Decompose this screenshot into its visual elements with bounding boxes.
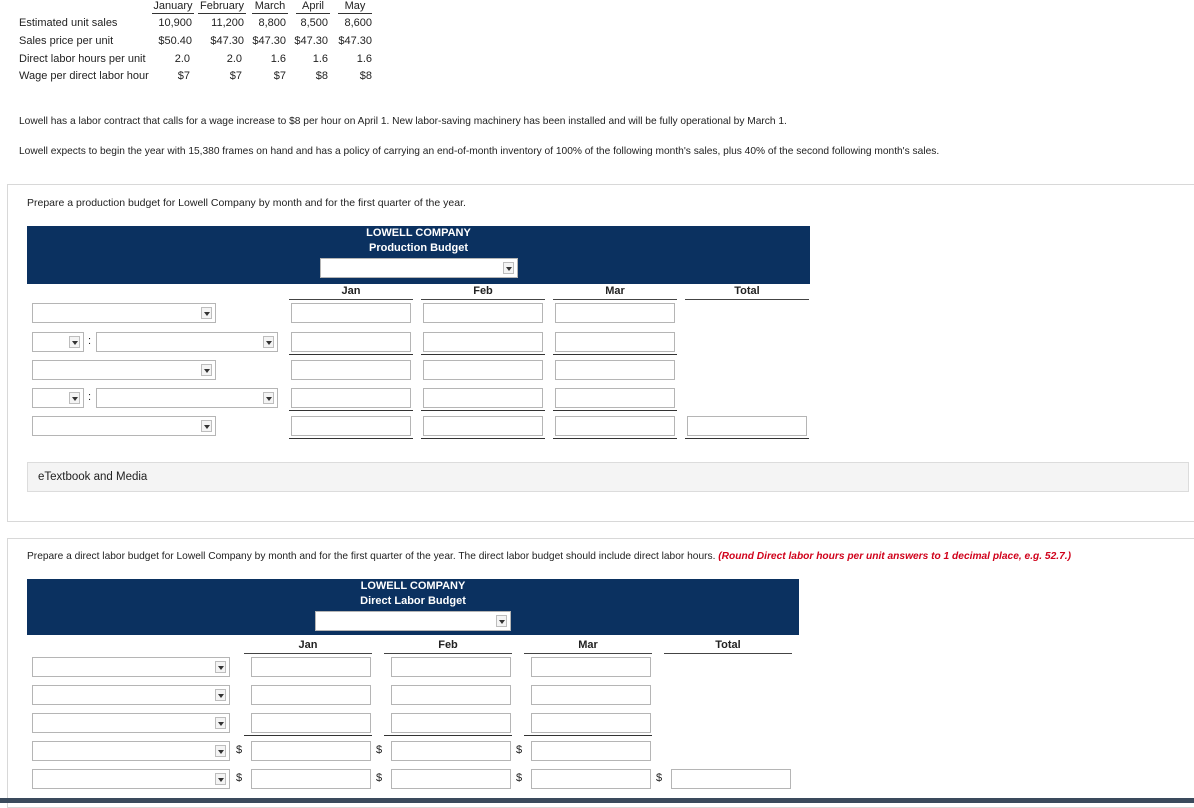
cell: 1.6 [356, 53, 372, 65]
colon-separator: : [88, 335, 92, 347]
chevron-down-icon[interactable] [503, 262, 514, 274]
feb-input[interactable] [423, 416, 543, 436]
mar-input[interactable] [555, 332, 675, 352]
cell: $7 [229, 70, 242, 82]
cell: 8,500 [300, 17, 328, 29]
chevron-down-icon[interactable] [201, 307, 212, 319]
etextbook-media-link[interactable] [27, 462, 1189, 492]
chevron-down-icon[interactable] [69, 392, 80, 404]
cell: $8 [315, 70, 328, 82]
bottom-bar [0, 798, 1194, 803]
mar-input[interactable] [531, 769, 651, 789]
mar-input[interactable] [555, 360, 675, 380]
feb-input[interactable] [391, 741, 511, 761]
month-header: May [344, 0, 366, 12]
row-label-dropdown[interactable] [32, 713, 230, 733]
cell: 1.6 [270, 53, 286, 65]
cell: 2.0 [174, 53, 190, 65]
chevron-down-icon[interactable] [201, 420, 212, 432]
chevron-down-icon[interactable] [215, 661, 226, 673]
row-label-dropdown[interactable] [32, 303, 216, 323]
cell: 1.6 [312, 53, 328, 65]
row-label-dropdown[interactable] [32, 685, 230, 705]
feb-input[interactable] [391, 685, 511, 705]
jan-input[interactable] [291, 416, 411, 436]
total-input[interactable] [671, 769, 791, 789]
mar-input[interactable] [531, 741, 651, 761]
column-mar: Mar [553, 285, 677, 300]
column-feb: Feb [384, 639, 512, 654]
cell: 2.0 [226, 53, 242, 65]
cell: $8 [359, 70, 372, 82]
row-label: Wage per direct labor hour [19, 70, 149, 82]
company-name: LOWELL COMPANY [366, 227, 471, 239]
jan-input[interactable] [251, 769, 371, 789]
cell: $50.40 [158, 35, 192, 47]
inventory-paragraph: Lowell expects to begin the year with 15,380 frames on hand and has a policy of carrying an end-of-month inventory of 100% of the following month's sales, plus 40% of the second following month's sales. [19, 146, 940, 157]
mar-input[interactable] [555, 303, 675, 323]
cell: 11,200 [211, 17, 244, 29]
feb-input[interactable] [391, 657, 511, 677]
cell: $47.30 [210, 35, 244, 47]
row-label: Estimated unit sales [19, 17, 118, 29]
production-header [27, 226, 810, 284]
cell: $7 [273, 70, 286, 82]
jan-input[interactable] [251, 713, 371, 733]
contract-paragraph: Lowell has a labor contract that calls for a wage increase to $8 per hour on April 1. New labor-saving machinery has been installed and will be fully operational by March 1. [19, 116, 787, 127]
feb-input[interactable] [391, 713, 511, 733]
mar-input[interactable] [531, 713, 651, 733]
dollar-sign: $ [516, 744, 523, 756]
chevron-down-icon[interactable] [496, 615, 507, 627]
labor-header [27, 579, 799, 635]
budget-title: Direct Labor Budget [360, 595, 466, 607]
chevron-down-icon[interactable] [215, 717, 226, 729]
month-header: January [153, 0, 193, 12]
row-label: Direct labor hours per unit [19, 53, 146, 65]
month-header: March [254, 0, 286, 12]
cell: $47.30 [338, 35, 372, 47]
company-name: LOWELL COMPANY [360, 580, 466, 592]
chevron-down-icon[interactable] [215, 689, 226, 701]
row-label: Sales price per unit [19, 35, 114, 47]
cell: 8,600 [344, 17, 372, 29]
row-label-dropdown[interactable] [32, 769, 230, 789]
mar-input[interactable] [531, 685, 651, 705]
total-input[interactable] [687, 416, 807, 436]
mar-input[interactable] [555, 388, 675, 408]
mar-input[interactable] [555, 416, 675, 436]
dollar-sign: $ [656, 772, 663, 784]
column-feb: Feb [421, 285, 545, 300]
production-instruction: Prepare a production budget for Lowell Company by month and for the first quarter of the year. [27, 197, 466, 209]
add-less-dropdown[interactable] [32, 332, 84, 352]
chevron-down-icon[interactable] [201, 364, 212, 376]
column-total: Total [685, 285, 809, 300]
colon-separator: : [88, 391, 92, 403]
row-label-dropdown[interactable] [32, 657, 230, 677]
jan-input[interactable] [291, 360, 411, 380]
month-header: February [199, 0, 245, 12]
cell: $7 [177, 70, 190, 82]
jan-input[interactable] [251, 741, 371, 761]
chevron-down-icon[interactable] [69, 336, 80, 348]
period-dropdown[interactable] [315, 611, 511, 631]
period-dropdown[interactable] [320, 258, 518, 278]
budget-title: Production Budget [369, 242, 468, 254]
chevron-down-icon[interactable] [215, 773, 226, 785]
feb-input[interactable] [423, 360, 543, 380]
cell: $47.30 [252, 35, 286, 47]
row-label-dropdown[interactable] [96, 332, 278, 352]
chevron-down-icon[interactable] [215, 745, 226, 757]
row-label-dropdown[interactable] [32, 416, 216, 436]
labor-instruction: Prepare a direct labor budget for Lowell Company by month and for the first quarter of the year. The direct labor budget should include direct labor hours. (Round Direct labor hours per unit answers to 1 decimal place, e.g. 52.7.) [27, 551, 1071, 562]
chevron-down-icon[interactable] [263, 392, 274, 404]
feb-input[interactable] [423, 388, 543, 408]
cell: 8,800 [258, 17, 286, 29]
chevron-down-icon[interactable] [263, 336, 274, 348]
jan-input[interactable] [291, 332, 411, 352]
feb-input[interactable] [423, 303, 543, 323]
row-label-dropdown[interactable] [32, 741, 230, 761]
etextbook-label: eTextbook and Media [38, 471, 148, 483]
dollar-sign: $ [516, 772, 523, 784]
column-jan: Jan [289, 285, 413, 300]
jan-input[interactable] [251, 685, 371, 705]
dollar-sign: $ [376, 772, 383, 784]
feb-input[interactable] [423, 332, 543, 352]
jan-input[interactable] [251, 657, 371, 677]
cell: $47.30 [294, 35, 328, 47]
dollar-sign: $ [376, 744, 383, 756]
feb-input[interactable] [391, 769, 511, 789]
add-less-dropdown[interactable] [32, 388, 84, 408]
row-label-dropdown[interactable] [96, 388, 278, 408]
jan-input[interactable] [291, 388, 411, 408]
column-mar: Mar [524, 639, 652, 654]
dollar-sign: $ [236, 772, 243, 784]
mar-input[interactable] [531, 657, 651, 677]
month-header: April [301, 0, 324, 12]
column-jan: Jan [244, 639, 372, 654]
jan-input[interactable] [291, 303, 411, 323]
rounding-note: (Round Direct labor hours per unit answers to 1 decimal place, e.g. 52.7.) [718, 551, 1071, 562]
dollar-sign: $ [236, 744, 243, 756]
cell: 10,900 [158, 17, 192, 29]
column-total: Total [664, 639, 792, 654]
row-label-dropdown[interactable] [32, 360, 216, 380]
